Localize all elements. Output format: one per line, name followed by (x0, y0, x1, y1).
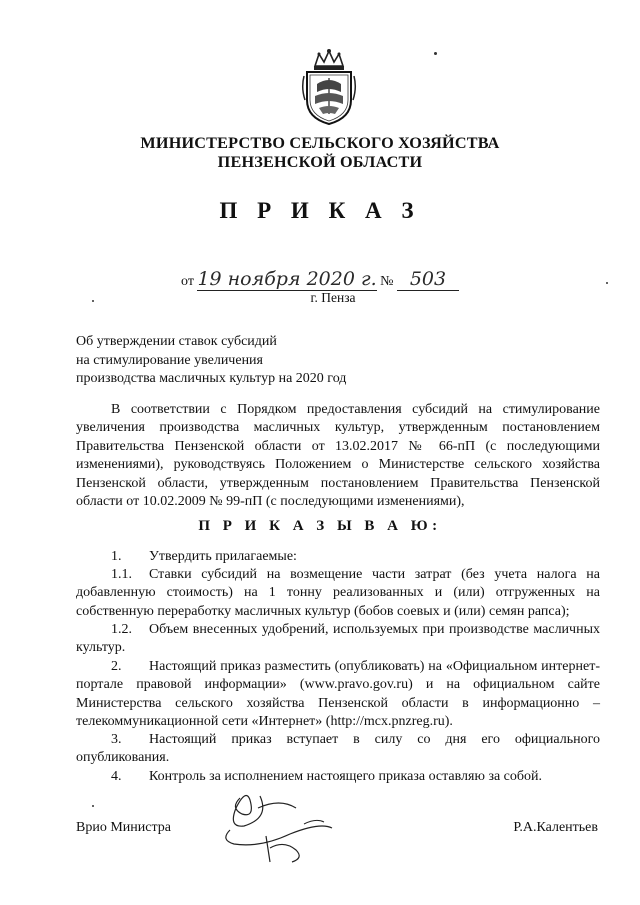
item-number: 3. (111, 732, 122, 747)
order-heading: П Р И К А З Ы В А Ю: (198, 518, 442, 534)
coat-of-arms-icon (301, 48, 357, 126)
handwritten-number: 503 (397, 268, 459, 291)
date-prefix: от (181, 274, 194, 289)
scan-speck (92, 300, 94, 302)
item-number: 1.1. (111, 567, 132, 582)
signatory-position: Врио Министра (76, 820, 171, 835)
item-text: Настоящий приказ разместить (опубликовать) на «Официальном интернет-портале правовой информации» (www.pravo.gov.ru) и на официальном сайте Министерства сельского хозяйства Пензенской области в информационно – телекоммуникационной сети «Интернет» (http://mcx.pnzreg.ru). (76, 659, 600, 730)
signatory-name: Р.А.Калентьев (513, 820, 598, 835)
number-prefix: № (380, 274, 394, 289)
scan-speck (606, 282, 608, 284)
ministry-name-line1: МИНИСТЕРСТВО СЕЛЬСКОГО ХОЗЯЙСТВА (140, 134, 500, 152)
city: г. Пенза (310, 290, 356, 305)
subject-block (76, 333, 346, 389)
order-item (76, 621, 600, 658)
item-text: Контроль за исполнением настоящего приказа оставляю за собой. (149, 769, 543, 784)
handwritten-signature (200, 778, 350, 868)
ministry-name-line2: ПЕНЗЕНСКОЙ ОБЛАСТИ (217, 153, 423, 171)
item-number: 1.2. (111, 622, 132, 637)
order-item (76, 658, 600, 732)
document-title: П Р И К А З (219, 198, 421, 223)
item-text: Объем внесенных удобрений, используемых при производстве масличных культур. (76, 622, 600, 656)
subject-line: на стимулирование увеличения (76, 352, 263, 368)
handwritten-date: 19 ноября 2020 г. (197, 268, 377, 290)
item-text: Утвердить прилагаемые: (149, 549, 297, 564)
scan-speck (92, 805, 94, 807)
item-number: 4. (111, 769, 122, 784)
order-item (76, 566, 600, 621)
item-number: 2. (111, 659, 122, 674)
item-text: Настоящий приказ вступает в силу со дня его официального опубликования. (76, 732, 600, 766)
item-text: Ставки субсидий на возмещение части затрат (без учета налога на добавленную стоимость) на 1 тонну реализованных и (или) отгруженных на собственную переработку масличных культур (бобов соевых и (или) семян рапса); (76, 567, 600, 619)
preamble-paragraph: В соответствии с Порядком предоставления субсидий на стимулирование увеличения производства масличных культур, утвержденным постановлением Правительства Пензенской области от 13.02.2017 № 66-пП (с последующими изменениями), руководствуясь Положением о Министерстве сельского хозяйства Пензенской области, утвержденным постановлением Правительства Пензенской области от 10.02.2009 № 99-пП (с последующими изменениями), (76, 402, 600, 510)
order-item (76, 548, 600, 566)
subject-line: производства масличных культур на 2020 год (76, 371, 347, 386)
subject-line: Об утверждении ставок субсидий (76, 334, 277, 349)
order-item (76, 731, 600, 768)
item-number: 1. (111, 549, 122, 564)
scan-speck (434, 52, 437, 55)
date-number-line (0, 268, 640, 291)
